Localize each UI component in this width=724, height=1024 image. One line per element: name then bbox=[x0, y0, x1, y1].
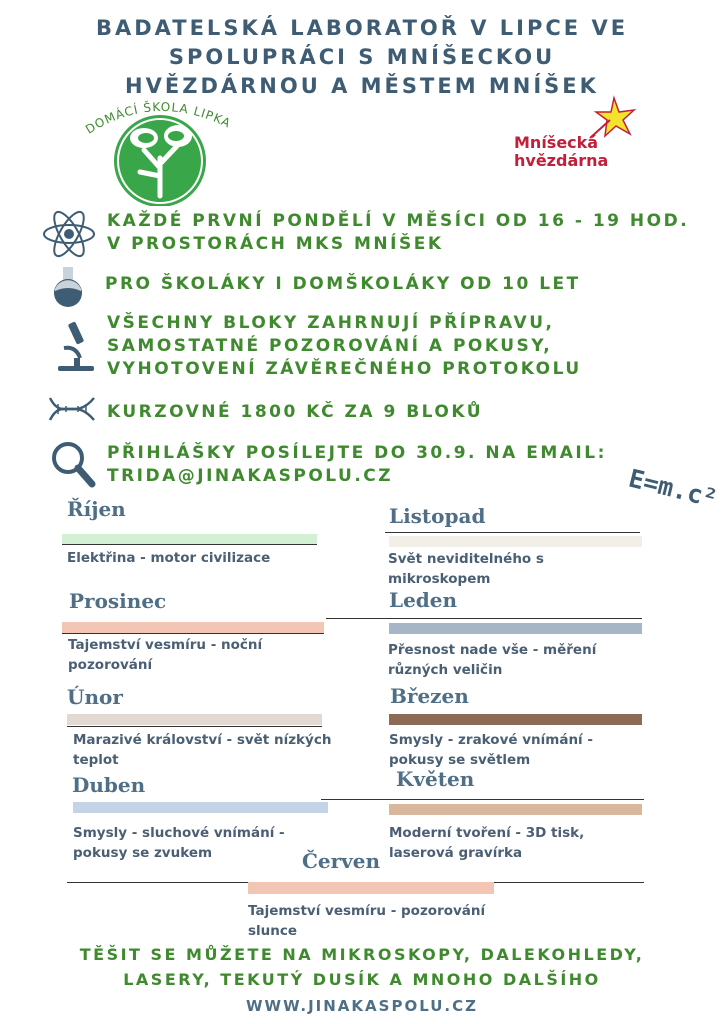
month-topic bbox=[388, 549, 544, 589]
observatory-logo-text bbox=[514, 134, 608, 170]
topic-line: různých veličin bbox=[388, 662, 503, 678]
month-bar bbox=[389, 623, 642, 634]
price-text: KURZOVNÉ 1800 KČ ZA 9 BLOKŮ bbox=[107, 402, 484, 422]
month-bar bbox=[62, 622, 324, 633]
month-topic bbox=[388, 640, 596, 680]
topic-line: Smysly - zrakové vnímání - bbox=[389, 732, 593, 748]
topic-line: Přesnost nade vše - měření bbox=[388, 642, 597, 658]
topic-line: pokusy se světlem bbox=[389, 752, 531, 768]
formula-text: E=m.c² bbox=[625, 463, 721, 514]
info-line: VŠECHNY BLOKY ZAHRNUJÍ PŘÍPRAVU, bbox=[107, 313, 555, 333]
website-link[interactable]: WWW.JINAKASPOLU.CZ bbox=[245, 997, 478, 1015]
magnifier-icon bbox=[50, 440, 96, 488]
divider bbox=[62, 544, 317, 545]
topic-line: slunce bbox=[248, 923, 298, 939]
month-topic bbox=[67, 548, 270, 568]
month-topic bbox=[68, 635, 262, 675]
month-name-kveten: Květen bbox=[396, 767, 475, 791]
month-name-cerven: Červen bbox=[302, 849, 381, 873]
topic-line: Elektřina - motor civilizace bbox=[67, 550, 271, 566]
info-line: KAŽDÉ PRVNÍ PONDĚLÍ V MĚSÍCI OD 16 - 19 HOD. bbox=[107, 211, 690, 231]
month-name-leden: Leden bbox=[389, 588, 458, 612]
divider bbox=[326, 618, 642, 619]
month-name-listopad: Listopad bbox=[389, 504, 486, 528]
info-line: V PROSTORÁCH MKS MNÍŠEK bbox=[107, 234, 444, 254]
title-line: SPOLUPRÁCI S MNÍŠECKOU bbox=[168, 45, 556, 69]
flask-icon bbox=[48, 265, 88, 309]
info-line: VYHOTOVENÍ ZÁVĚREČNÉHO PROTOKOLU bbox=[107, 359, 582, 379]
divider bbox=[62, 633, 324, 634]
topic-line: pokusy se zvukem bbox=[73, 845, 213, 861]
month-bar bbox=[73, 802, 328, 813]
topic-line: teplot bbox=[73, 752, 119, 768]
topic-line: Moderní tvoření - 3D tisk, bbox=[389, 825, 585, 841]
dna-icon bbox=[46, 392, 98, 426]
email-link[interactable]: TRIDA@JINAKASPOLU.CZ bbox=[107, 466, 394, 486]
month-bar bbox=[389, 804, 642, 815]
month-bar bbox=[389, 714, 642, 725]
info-line: PŘIHLÁŠKY POSÍLEJTE DO 30.9. NA EMAIL: bbox=[107, 443, 607, 463]
topic-line: Tajemství vesmíru - pozorování bbox=[248, 903, 486, 919]
schedule-text bbox=[107, 210, 689, 256]
topic-line: Tajemství vesmíru - noční bbox=[68, 637, 263, 653]
month-name-brezen: Březen bbox=[390, 684, 469, 708]
divider bbox=[321, 799, 644, 800]
month-topic bbox=[389, 823, 584, 863]
footer-line: TĚŠIT SE MŮŽETE NA MIKROSKOPY, DALEKOHLEDY, bbox=[79, 945, 645, 964]
topic-line: Svět neviditelného s bbox=[388, 551, 544, 567]
topic-line: Smysly - sluchové vnímání - bbox=[73, 825, 285, 841]
month-bar bbox=[67, 714, 322, 725]
footer-line: LASERY, TEKUTÝ DUSÍK A MNOHO DALŠÍHO bbox=[123, 970, 601, 989]
observatory-line: hvězdárna bbox=[514, 151, 609, 170]
topic-line: pozorování bbox=[68, 657, 153, 673]
school-logo bbox=[82, 96, 242, 206]
footer-text bbox=[40, 942, 684, 992]
microscope-icon bbox=[50, 318, 100, 374]
school-logo-text: DOMÁCÍ ŠKOLA LIPKA bbox=[83, 99, 234, 137]
page-title bbox=[60, 14, 664, 101]
month-topic bbox=[248, 901, 485, 941]
topic-line: mikroskopem bbox=[388, 571, 491, 587]
topic-line: laserová gravírka bbox=[389, 845, 523, 861]
divider bbox=[385, 532, 640, 533]
signup-text bbox=[107, 442, 607, 488]
month-name-prosinec: Prosinec bbox=[69, 589, 167, 613]
audience-text: PRO ŠKOLÁKY I DOMŠKOLÁKY OD 10 LET bbox=[105, 274, 581, 294]
title-line: HVĚZDÁRNOU A MĚSTEM MNÍŠEK bbox=[125, 74, 599, 98]
atom-icon bbox=[40, 205, 98, 263]
month-name-unor: Únor bbox=[67, 685, 123, 709]
month-name-rijen: Říjen bbox=[67, 497, 126, 521]
divider bbox=[67, 726, 322, 727]
blocks-text bbox=[107, 312, 582, 381]
title-line: BADATELSKÁ LABORATOŘ V LIPCE VE bbox=[95, 16, 629, 40]
month-name-duben: Duben bbox=[72, 773, 146, 797]
topic-line: Marazivé království - svět nízkých bbox=[73, 732, 332, 748]
month-topic bbox=[389, 730, 593, 770]
month-bar bbox=[248, 882, 494, 894]
month-topic bbox=[73, 730, 331, 770]
observatory-line: Mníšecká bbox=[514, 133, 599, 152]
month-bar bbox=[389, 536, 642, 547]
month-topic bbox=[73, 823, 285, 863]
info-line: SAMOSTATNÉ POZOROVÁNÍ A POKUSY, bbox=[107, 336, 553, 356]
